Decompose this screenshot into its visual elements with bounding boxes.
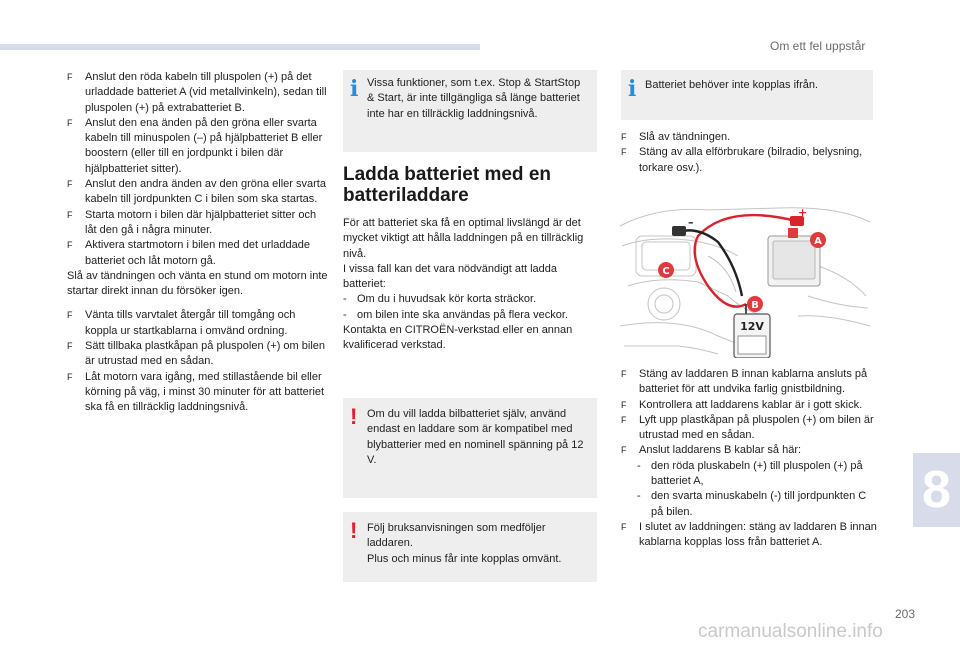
paragraph: För att batteriet ska få en optimal livslängd är det mycket viktigt att hålla laddningen på en tillräcklig nivå. (343, 217, 584, 260)
list-item: F Anslut den ena änden på den gröna eller svarta kabeln till minuspolen (–) på hjälpbatteriet B eller boostern (eller till en jordpunkt i bilen där hjälpbatteriet sitter). (67, 116, 323, 175)
info-icon: i (628, 76, 637, 102)
warning-text: Följ bruksanvisningen som medföljer laddaren. Plus och minus får inte kopplas omvänt. (367, 522, 562, 565)
charger-voltage-label: 12V (740, 320, 764, 333)
section-heading: Ladda batteriet med en batteriladdare (343, 164, 551, 206)
right-column-bottom (621, 367, 877, 551)
middle-column (343, 164, 597, 354)
plus-symbol: + (798, 206, 808, 219)
warning-icon: ! (350, 404, 358, 429)
info-text: Batteriet behöver inte kopplas ifrån. (645, 79, 819, 91)
info-box (621, 70, 873, 120)
list-item: - om bilen inte ska användas på flera veckor. (343, 308, 568, 321)
list-item: F Anslut den röda kabeln till pluspolen (+) på det urladdade batteriet A (vid metallvinkeln), sedan till pluspolen (+) på extrabatteriet B. (67, 71, 327, 114)
list-item: F Vänta tills varvtalet återgår till tomgång och koppla ur startkablarna i omvänd ordning. (67, 309, 296, 337)
warning-box (343, 512, 597, 582)
label-b: B (751, 300, 759, 311)
list-item: F Anslut laddarens B kablar så här: (621, 444, 802, 457)
list-item: - den röda pluskabeln (+) till pluspolen (+) på batteriet A, (637, 459, 863, 488)
label-a: A (814, 236, 822, 247)
paragraph: I vissa fall kan det vara nödvändigt att ladda batteriet: (343, 262, 558, 291)
list-item: F Aktivera startmotorn i bilen med det urladdade batteriet och låt motorn gå. (67, 239, 311, 267)
page-number: 203 (895, 607, 916, 621)
list-item: F Stäng av laddaren B innan kablarna ansluts på batteriet för att undvika farlig gnistbildning. (621, 368, 868, 396)
list-item: F Stäng av alla elförbrukare (bilradio, belysning, torkare osv.). (621, 146, 863, 174)
list-item: F Slå av tändningen. (621, 131, 731, 143)
header-accent-bar (0, 44, 480, 50)
list-item: F I slutet av laddningen: stäng av laddaren B innan kablarna kopplas loss från batteriet A. (621, 520, 877, 549)
watermark: carmanualsonline.info (698, 621, 883, 642)
list-item: F Sätt tillbaka plastkåpan på pluspolen (+) om bilen är utrustad med en sådan. (67, 340, 326, 368)
list-item: F Anslut den andra änden av den gröna eller svarta kabeln till jordpunkten C i bilen som ska startas. (67, 178, 326, 206)
paragraph: Slå av tändningen och vänta en stund om motorn inte startar direkt innan du försöker igen. (67, 269, 328, 298)
list-item: F Låt motorn vara igång, med stillastående bil eller körning på väg, i minst 30 minuter för att batteriet ska få en tillräcklig laddningsnivå. (67, 370, 325, 414)
label-c: C (662, 266, 670, 277)
list-item: - den svarta minuskabeln (-) till jordpunkten C på bilen. (637, 490, 867, 518)
info-icon: i (350, 76, 359, 102)
right-column-top (621, 130, 873, 176)
warning-icon: ! (350, 518, 358, 543)
chapter-title: Om ett fel uppstår (770, 39, 866, 53)
list-item: F Lyft upp plastkåpan på pluspolen (+) om bilen är utrustad med en sådan. (621, 413, 874, 442)
paragraph: Kontakta en CITROËN-verkstad eller en annan kvalificerad verkstad. (343, 324, 573, 352)
warning-text: Om du vill ladda bilbatteriet själv, använd endast en laddare som är kompatibel med blybatterier med en nominell spänning på 12 V. (367, 408, 584, 466)
info-box (343, 70, 597, 152)
chapter-number-tab: 8 (913, 453, 960, 527)
battery-charger-illustration (618, 196, 872, 358)
left-column (67, 70, 329, 416)
list-item: F Starta motorn i bilen där hjälpbatteriet sitter och låt den gå i några minuter. (67, 208, 317, 236)
warning-box (343, 398, 597, 498)
list-item: F Kontrollera att laddarens kablar är i gott skick. (621, 398, 863, 411)
minus-symbol: – (688, 216, 694, 229)
list-item: - Om du i huvudsak kör korta sträckor. (343, 293, 537, 306)
info-text: Vissa funktioner, som t.ex. Stop & StartStop & Start, är inte tillgängliga så länge batteriet inte har en tillräcklig laddningsnivå. (367, 77, 581, 120)
